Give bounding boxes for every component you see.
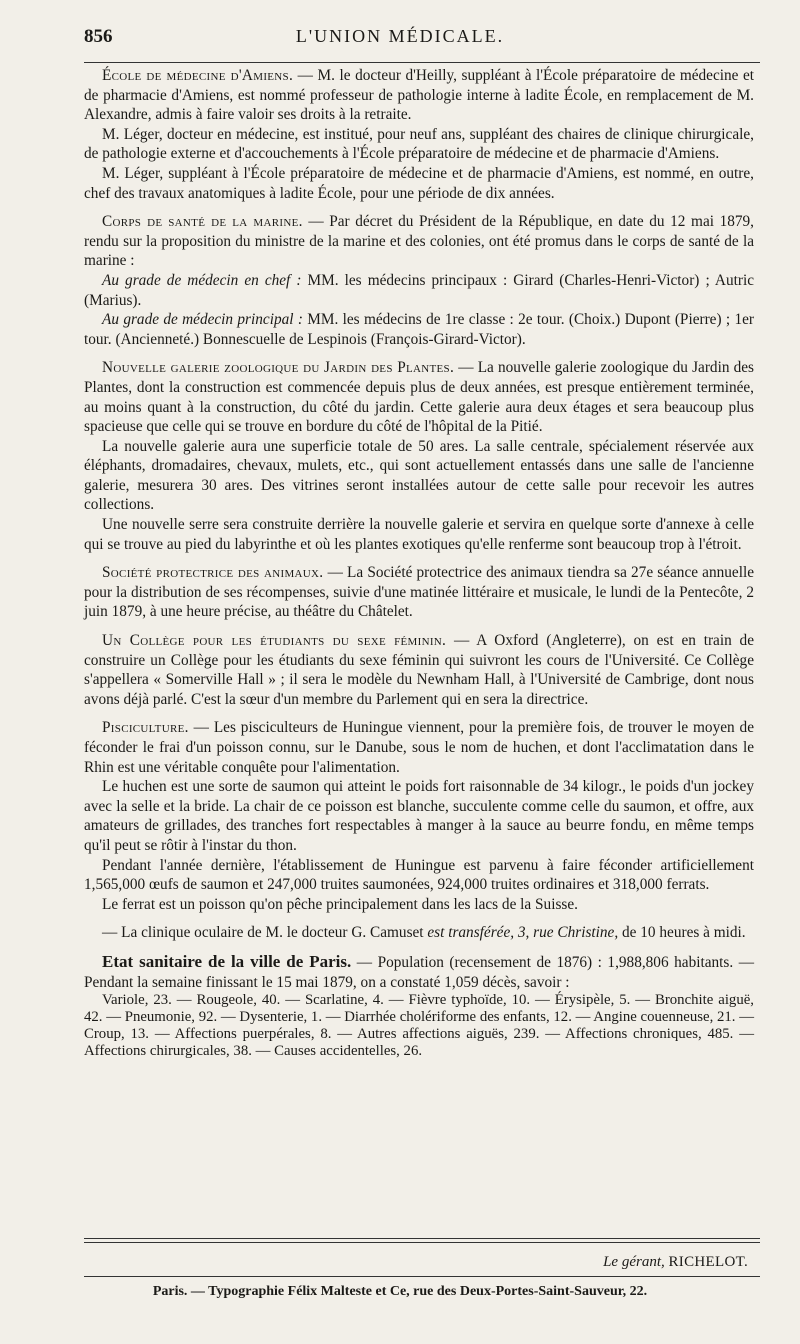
grade-entry — [84, 310, 754, 349]
paragraph: La nouvelle galerie aura une superficie totale de 50 ares. La salle centrale, spécialement réservée aux éléphants, dromadaires, chevaux, mulets, etc., qui sont actuellement entassés dans une salle de l'ancienne galerie, mesurera 30 ares. Des vitrines seront installées autour de cette salle pour recevoir les autres collections. — [84, 437, 754, 514]
section-title: Société protectrice des animaux. — [102, 564, 324, 582]
grade-label: Au grade de médecin en chef : — [102, 271, 302, 289]
paragraph: M. Léger, suppléant à l'École préparatoire de médecine et de pharmacie d'Amiens, est nommé, en outre, chef des travaux anatomiques à ladite École, pour une période de dix années. — [84, 164, 754, 202]
section-title: Corps de santé de la marine. — [102, 213, 303, 231]
section-marine — [84, 212, 754, 271]
running-head: L'UNION MÉDICALE. — [295, 26, 505, 46]
manager-label: Le gérant, — [603, 1254, 665, 1270]
grade-label: Au grade de médecin principal : — [102, 311, 303, 329]
page-header — [0, 0, 800, 60]
section-title: Un Collège pour les étudiants du sexe féminin. — [102, 632, 447, 650]
section-title: Etat sanitaire de la ville de Paris. — [102, 951, 352, 971]
section-pisciculture — [84, 718, 754, 777]
printer-imprint: Paris. — Typographie Félix Malteste et Ce, rue des Deux-Portes-Saint-Sauveur, 22. — [152, 1284, 648, 1299]
paragraph-text: — M. le docteur d'Heilly, suppléant à l'École préparatoire de médecine et de pharmacie d'Amiens, est nommé professeur de pathologie interne à ladite École, en remplacement de M. Alexandre, admis à faire valoir ses droits à la retraite. — [84, 67, 755, 124]
section-etat-sanitaire — [84, 952, 754, 992]
grade-text: MM. les médecins principaux : Girard (Charles-Henri-Victor) ; Autric (Marius). — [84, 271, 754, 309]
paragraph: Une nouvelle serre sera construite derrière la nouvelle galerie et servira en quelque sorte d'annexe à celle qui se trouve au pied du labyrinthe et où les plantes exotiques qu'elle renferme sont beaucoup trop à l'étroit. — [84, 516, 754, 553]
section-amiens — [84, 66, 754, 125]
grade-text: MM. les médecins de 1re classe : 2e tour. (Choix.) Dupont (Pierre) ; 1er tour. (Ancienneté.) Bonnescuelle de Lespinois (François-Girard-Victor). — [84, 311, 754, 348]
section-jardin — [84, 358, 754, 436]
paragraph: Pendant l'année dernière, l'établissement de Huningue est parvenu à faire féconder artificiellement 1,565,000 œufs de saumon et 247,000 truites saumonées, 924,000 truites ordinaires et 318,000 ferrats. — [84, 856, 754, 894]
paragraph: Le ferrat est un poisson qu'on pêche principalement dans les lacs de la Suisse. — [102, 895, 578, 913]
section-title: Nouvelle galerie zoologique du Jardin des Plantes. — [102, 359, 455, 377]
footer-double-rule — [84, 1238, 760, 1243]
paragraph-text: — Par décret du Président de la République, en date du 12 mai 1879, rendu sur la proposition du ministre de la marine et des colonies, ont été promus dans le corps de santé de la marine : — [84, 213, 754, 270]
footer-rule — [84, 1276, 760, 1277]
page-number: 856 — [84, 26, 113, 47]
paragraph-text: — La nouvelle galerie zoologique du Jardin des Plantes, dont la construction est commencée depuis plus de deux années, est presque entièrement terminée, au moins quant à la construction, du côté du jardin. Cette galerie aura deux étages et sera beaucoup plus spacieuse que celle qui se trouve en bordure du côté de l'hôpital de la Pitié. — [84, 359, 755, 436]
paragraph-text: — La Société protectrice des animaux tiendra sa 27e séance annuelle pour la distribution de ses récompenses, suivie d'une matinée littéraire et musicale, le lundi de la Pentecôte, 2 juin 1879, à une heure précise, au théâtre du Châtelet. — [84, 564, 755, 621]
paragraph-text: — Population (recensement de 1876) : 1,988,806 habitants. — Pendant la semaine finissant le 15 mai 1879, on a constaté 1,059 décès, savoir : — [84, 953, 754, 991]
mortality-statistics: Variole, 23. — Rougeole, 40. — Scarlatine, 4. — Fièvre typhoïde, 10. — Érysipèle, 5. — Bronchite aiguë, 42. — Pneumonie, 92. — Dysenterie, 1. — Diarrhée cholériforme des enfants, 12. — Angine couenneuse, 21. — Croup, 13. — Affections puerpérales, 8. — Autres affections aiguës, 239. — Affections chroniques, 485. — Affections chirurgicales, 38. — Causes accidentelles, 26. — [84, 992, 754, 1060]
paragraph: M. Léger, docteur en médecine, est institué, pour neuf ans, suppléant des chaires de clinique chirurgicale, de pathologie externe et d'accouchements à l'École préparatoire de médecine et de pharmacie d'Amiens. — [84, 125, 754, 163]
manager-name: RICHELOT. — [668, 1254, 748, 1270]
manager-signature — [603, 1254, 748, 1271]
section-clinique — [84, 923, 754, 943]
section-title: Pisciculture. — [102, 719, 189, 737]
paragraph-text: — A Oxford (Angleterre), on est en train de construire un Collège pour les étudiants du sexe féminin qui suivront les cours de l'Université. Ce Collège s'appellera « Somerville Hall » ; il sera le modèle du Newnham Hall, à l'Université de Cambrige, dont nous avons déjà parlé. C'est la sœur d'un membre du Parlement qui en sera la directrice. — [84, 632, 754, 708]
paragraph: Le huchen est une sorte de saumon qui atteint le poids fort raisonnable de 34 kilogr., le poids d'un jockey avec la selle et la bride. La chair de ce poisson est blanche, succulente comme celle du saumon, et offre, aux amateurs de grillades, des tranches fort respectables à manger à la sauce au beurre fondu, en même temps qu'il peut se rôtir à l'instar du thon. — [84, 778, 754, 854]
grade-entry — [84, 271, 754, 310]
section-college — [84, 631, 754, 709]
emphasis-text: est transférée, 3, rue Christine, — [427, 924, 619, 942]
section-title: École de médecine d'Amiens. — [102, 67, 294, 84]
article-body — [84, 66, 754, 1060]
section-animaux — [84, 563, 754, 622]
header-rule — [84, 62, 760, 63]
paragraph-text: — Les pisciculteurs de Huningue viennent, pour la première fois, de trouver le moyen de féconder le frai d'un poisson connu, sur le Danube, sous le nom de huchen, et dont l'acclimatation dans le Rhin est une véritable conquête pour l'alimentation. — [84, 719, 754, 776]
paragraph-text: de 10 heures à midi. — [622, 924, 746, 942]
paragraph-text: — La clinique oculaire de M. le docteur G. Camuset — [102, 924, 424, 942]
